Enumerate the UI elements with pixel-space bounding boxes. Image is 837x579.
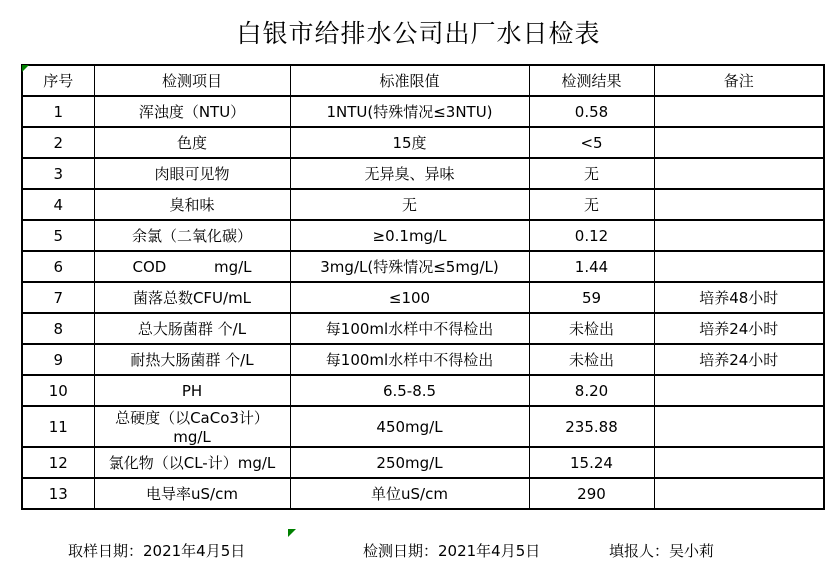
table-cell: 12: [22, 447, 94, 478]
table-cell: [654, 189, 824, 220]
table-cell: ≤100: [290, 282, 529, 313]
table-cell: 3: [22, 158, 94, 189]
table-cell: 10: [22, 375, 94, 406]
table-cell: 色度: [94, 127, 290, 158]
table-cell: 6.5-8.5: [290, 375, 529, 406]
table-cell: ≥0.1mg/L: [290, 220, 529, 251]
table-cell: 无: [529, 189, 654, 220]
table-cell: [654, 127, 824, 158]
table-cell: 7: [22, 282, 94, 313]
table-row: [22, 189, 824, 220]
header-cell: 标准限值: [290, 65, 529, 96]
table-cell: 11: [22, 406, 94, 447]
table-cell: [654, 447, 824, 478]
table-row: [22, 282, 824, 313]
table-cell: 59: [529, 282, 654, 313]
reporter-label: 填报人：吴小莉: [609, 542, 715, 560]
table-cell: 0.58: [529, 96, 654, 127]
table-cell: 290: [529, 478, 654, 509]
table-row: [22, 127, 824, 158]
table-cell: 0.12: [529, 220, 654, 251]
table-row: [22, 406, 824, 447]
table-cell: 8: [22, 313, 94, 344]
table-cell: [654, 220, 824, 251]
table-cell: [654, 406, 824, 447]
table-cell: 培养24小时: [654, 344, 824, 375]
table-cell: 每100ml水样中不得检出: [290, 313, 529, 344]
header-cell: 检测结果: [529, 65, 654, 96]
table-row: [22, 313, 824, 344]
test-date-label: 检测日期：2021年4月5日: [363, 542, 541, 560]
header-row: [22, 65, 824, 96]
table-cell: 未检出: [529, 344, 654, 375]
table-cell: 1.44: [529, 251, 654, 282]
table-cell: 臭和味: [94, 189, 290, 220]
table-cell: 2: [22, 127, 94, 158]
table-row: [22, 158, 824, 189]
table-row: [22, 344, 824, 375]
table-cell: 250mg/L: [290, 447, 529, 478]
table-cell: <5: [529, 127, 654, 158]
table-cell: [654, 375, 824, 406]
table-cell: 6: [22, 251, 94, 282]
table-row: [22, 375, 824, 406]
table-row: [22, 251, 824, 282]
table-cell: 5: [22, 220, 94, 251]
table-cell: [654, 478, 824, 509]
table-cell: 4: [22, 189, 94, 220]
table-cell: 未检出: [529, 313, 654, 344]
table-cell: 13: [22, 478, 94, 509]
table-cell: 浑浊度（NTU）: [94, 96, 290, 127]
table-cell: 余氯（二氧化碳）: [94, 220, 290, 251]
table-cell: PH: [94, 375, 290, 406]
table-cell: 每100ml水样中不得检出: [290, 344, 529, 375]
sampling-date-label: 取样日期：2021年4月5日: [68, 542, 246, 560]
table-cell: 无: [529, 158, 654, 189]
table-cell: 8.20: [529, 375, 654, 406]
table-body: [22, 96, 824, 509]
table-cell: [654, 251, 824, 282]
table-cell: [654, 158, 824, 189]
table-cell: [654, 96, 824, 127]
footer: [0, 540, 837, 562]
table-cell: 15度: [290, 127, 529, 158]
green-corner-marker-icon: [22, 65, 29, 72]
table-cell: 450mg/L: [290, 406, 529, 447]
header-cell: 检测项目: [94, 65, 290, 96]
table-cell: 3mg/L(特殊情况≤5mg/L): [290, 251, 529, 282]
green-corner-marker-icon: [288, 529, 296, 537]
table-cell: 氯化物（以CL-计）mg/L: [94, 447, 290, 478]
header-cell: 序号: [22, 65, 94, 96]
table-cell: 15.24: [529, 447, 654, 478]
inspection-table: [21, 64, 825, 510]
table-cell: 1: [22, 96, 94, 127]
table-cell: 总大肠菌群 个/L: [94, 313, 290, 344]
table-row: [22, 220, 824, 251]
table-cell: 电导率uS/cm: [94, 478, 290, 509]
table-cell: 肉眼可见物: [94, 158, 290, 189]
table-cell: 235.88: [529, 406, 654, 447]
table-cell: COD mg/L: [94, 251, 290, 282]
header-cell: 备注: [654, 65, 824, 96]
table-cell: 9: [22, 344, 94, 375]
table-cell: 菌落总数CFU/mL: [94, 282, 290, 313]
table-cell: 1NTU(特殊情况≤3NTU): [290, 96, 529, 127]
table-row: [22, 96, 824, 127]
table-cell: 总硬度（以CaCo3计）mg/L: [94, 406, 290, 447]
table-row: [22, 478, 824, 509]
table-cell: 培养24小时: [654, 313, 824, 344]
table-cell: 耐热大肠菌群 个/L: [94, 344, 290, 375]
table-cell: 无异臭、异味: [290, 158, 529, 189]
table-cell: 单位uS/cm: [290, 478, 529, 509]
table-row: [22, 447, 824, 478]
table-cell: 无: [290, 189, 529, 220]
table-cell: 培养48小时: [654, 282, 824, 313]
page-title: 白银市给排水公司出厂水日检表: [236, 19, 601, 48]
